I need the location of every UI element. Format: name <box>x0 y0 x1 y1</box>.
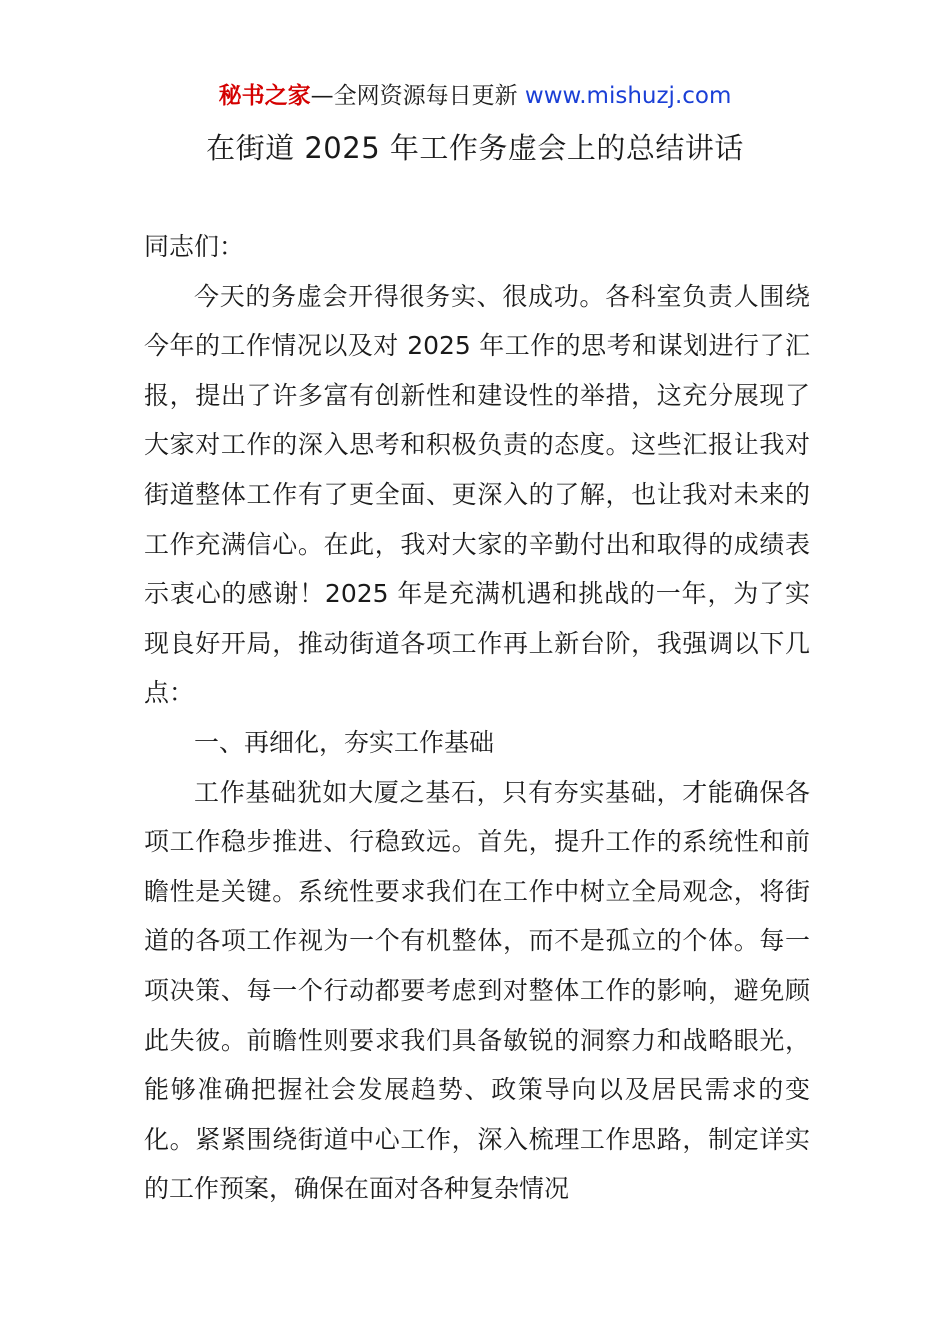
document-body <box>144 222 810 1214</box>
body-paragraph: 今天的务虚会开得很务实、很成功。各科室负责人围绕今年的工作情况以及对 2025 年工作的思考和谋划进行了汇报，提出了许多富有创新性和建设性的举措，这充分展现了大家对工作的深入思考和积极负责的态度。这些汇报让我对街道整体工作有了更全面、更深入的了解，也让我对未来的工作充满信心。在此，我对大家的辛勤付出和取得的成绩表示衷心的感谢！2025 年是充满机遇和挑战的一年，为了实现良好开局，推动街道各项工作再上新台阶，我强调以下几点： <box>144 281 810 708</box>
header-tagline: —全网资源每日更新 <box>310 83 525 109</box>
site-header <box>0 78 950 114</box>
section-heading: 一、再细化，夯实工作基础 <box>194 727 495 757</box>
salutation: 同志们： <box>144 232 245 261</box>
brand-name: 秘书之家 <box>218 83 311 109</box>
body-paragraph: 工作基础犹如大厦之基石，只有夯实基础，才能确保各项工作稳步推进、行稳致远。首先，提升工作的系统性和前瞻性是关键。系统性要求我们在工作中树立全局观念，将街道的各项工作视为一个有机整体，而不是孤立的个体。每一项决策、每一个行动都要考虑到对整体工作的影响，避免顾此失彼。前瞻性则要求我们具备敏锐的洞察力和战略眼光，能够准确把握社会发展趋势、政策导向以及居民需求的变化。紧紧围绕街道中心工作，深入梳理工作思路，制定详实的工作预案，确保在面对各种复杂情况 <box>144 777 810 1204</box>
site-link[interactable]: www.mishuzj.com <box>524 83 732 109</box>
document-title: 在街道 2025 年工作务虚会上的总结讲话 <box>206 131 744 165</box>
